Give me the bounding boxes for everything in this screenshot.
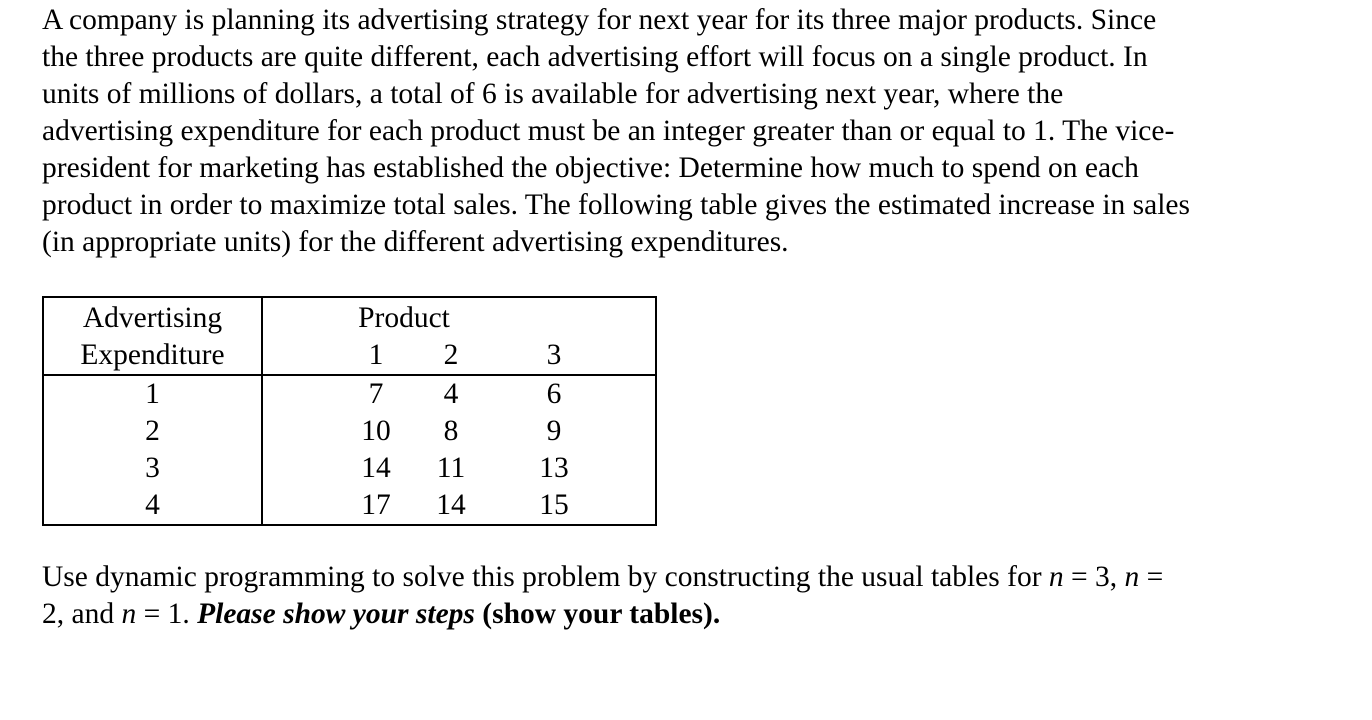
expenditure-cell: 2 xyxy=(43,413,262,450)
n-symbol: n xyxy=(121,598,137,630)
eq-3: = 3, xyxy=(1063,561,1125,593)
p2-cell: 14 xyxy=(436,489,466,521)
expenditure-cell: 4 xyxy=(43,487,262,525)
p1-cell xyxy=(262,450,401,487)
eq-tail: = xyxy=(1139,561,1164,593)
table-row xyxy=(43,375,656,413)
intro-line: the three products are quite different, each advertising effort will focus on a single product. In xyxy=(42,41,1148,73)
sales-table xyxy=(42,296,657,526)
p3-cell xyxy=(501,375,656,413)
product-1-text: 1 xyxy=(368,339,384,371)
question-line-1-text: Use dynamic programming to solve this problem by constructing the usual tables for xyxy=(42,561,1049,593)
table-row xyxy=(43,413,656,450)
expenditure-cell: 1 xyxy=(43,375,262,413)
question-line-2-start: 2, and xyxy=(42,598,122,630)
show-steps-emphasis: Please show your steps xyxy=(197,598,475,630)
table-row xyxy=(43,487,656,525)
p2-cell: 4 xyxy=(443,378,459,410)
p3-value: 6 xyxy=(546,378,562,410)
product-2-label: 2 xyxy=(401,337,501,375)
eq-1: = 1. xyxy=(136,598,198,630)
intro-line: product in order to maximize total sales. The following table gives the estimated increase in sales xyxy=(42,189,1190,221)
table-subheader-row xyxy=(43,337,656,375)
show-tables-bold: (show your tables). xyxy=(474,598,721,630)
p3-value: 9 xyxy=(546,415,562,447)
p3-cell xyxy=(501,487,656,525)
table-row xyxy=(43,450,656,487)
question-line-1 xyxy=(42,559,1342,596)
p2-cell: 8 xyxy=(443,415,459,447)
p1-cell xyxy=(262,487,401,525)
header-expenditure: Expenditure xyxy=(43,337,262,375)
header-product-label: Product xyxy=(358,302,450,334)
n-symbol: n xyxy=(1048,561,1064,593)
p3-value: 13 xyxy=(539,452,569,484)
p3-cell xyxy=(501,450,656,487)
p3-value: 15 xyxy=(539,489,569,521)
product-1-label xyxy=(262,337,401,375)
p1-value: 17 xyxy=(361,489,391,521)
n-symbol: n xyxy=(1124,561,1140,593)
problem-statement xyxy=(42,2,1342,261)
intro-line: (in appropriate units) for the different advertising expenditures. xyxy=(42,226,789,258)
intro-line: president for marketing has established the objective: Determine how much to spend on each xyxy=(42,152,1139,184)
question-line-2 xyxy=(42,596,1342,633)
p1-value: 7 xyxy=(368,378,384,410)
product-3-label xyxy=(501,337,656,375)
p2-cell: 11 xyxy=(436,452,466,484)
table-header-row xyxy=(43,297,656,337)
question-text xyxy=(42,559,1342,633)
p1-value: 10 xyxy=(361,415,391,447)
intro-line: units of millions of dollars, a total of 6 is available for advertising next year, where the xyxy=(42,78,1064,110)
p1-cell xyxy=(262,375,401,413)
p1-cell xyxy=(262,413,401,450)
p1-value: 14 xyxy=(361,452,391,484)
product-3-text: 3 xyxy=(546,339,562,371)
header-product xyxy=(262,297,656,337)
expenditure-cell: 3 xyxy=(43,450,262,487)
p3-cell xyxy=(501,413,656,450)
header-advertising: Advertising xyxy=(43,297,262,337)
intro-line: A company is planning its advertising strategy for next year for its three major products. Since xyxy=(42,4,1157,36)
intro-line: advertising expenditure for each product must be an integer greater than or equal to 1. The vice- xyxy=(42,115,1175,147)
